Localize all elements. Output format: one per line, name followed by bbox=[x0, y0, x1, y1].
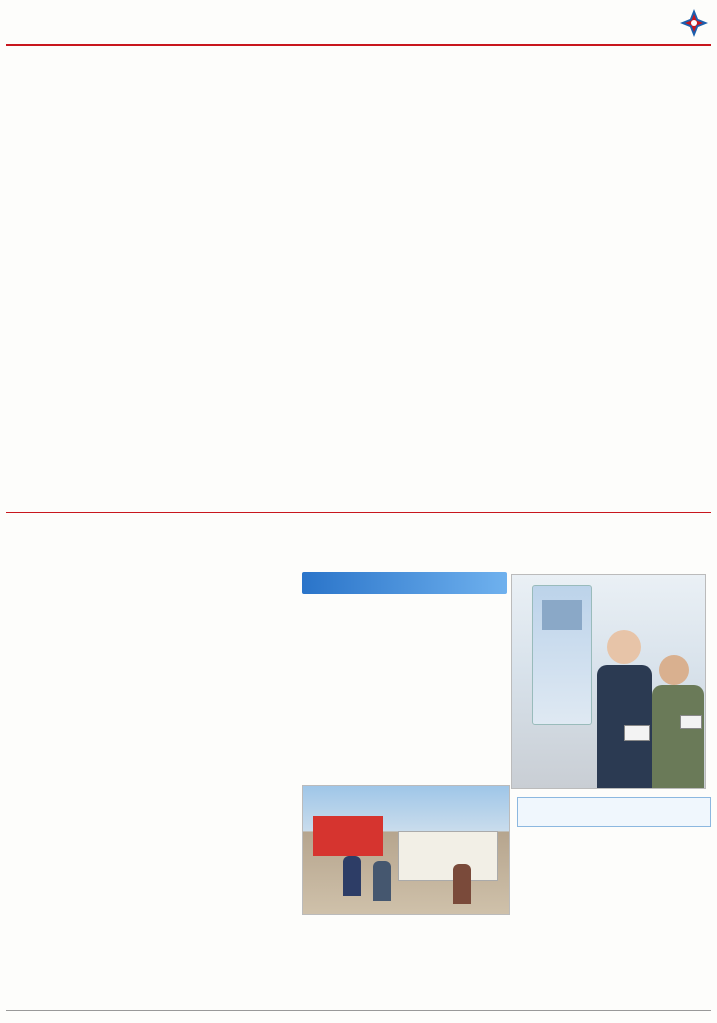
person-b bbox=[373, 861, 391, 901]
display-board bbox=[398, 831, 498, 881]
antidrug-photo bbox=[302, 785, 510, 915]
page-footer bbox=[6, 1010, 711, 1011]
person-c bbox=[453, 864, 471, 904]
feature-photo bbox=[511, 574, 706, 789]
masthead-rule bbox=[6, 44, 711, 46]
person-2-face bbox=[659, 655, 689, 685]
license-card-2 bbox=[680, 715, 702, 729]
logo-mark-icon bbox=[679, 8, 709, 38]
section-divider bbox=[6, 512, 711, 513]
kiosk-screen bbox=[542, 600, 582, 630]
newspaper-logo bbox=[585, 6, 711, 40]
person-2-body bbox=[652, 685, 704, 789]
banner-red bbox=[313, 816, 383, 856]
person-a bbox=[343, 856, 361, 896]
feature-banner bbox=[302, 572, 507, 594]
antidrug-caption bbox=[302, 918, 510, 938]
masthead bbox=[6, 4, 711, 44]
license-card-1 bbox=[624, 725, 650, 741]
classified-ad-header bbox=[517, 797, 711, 827]
person-1-face bbox=[607, 630, 641, 664]
